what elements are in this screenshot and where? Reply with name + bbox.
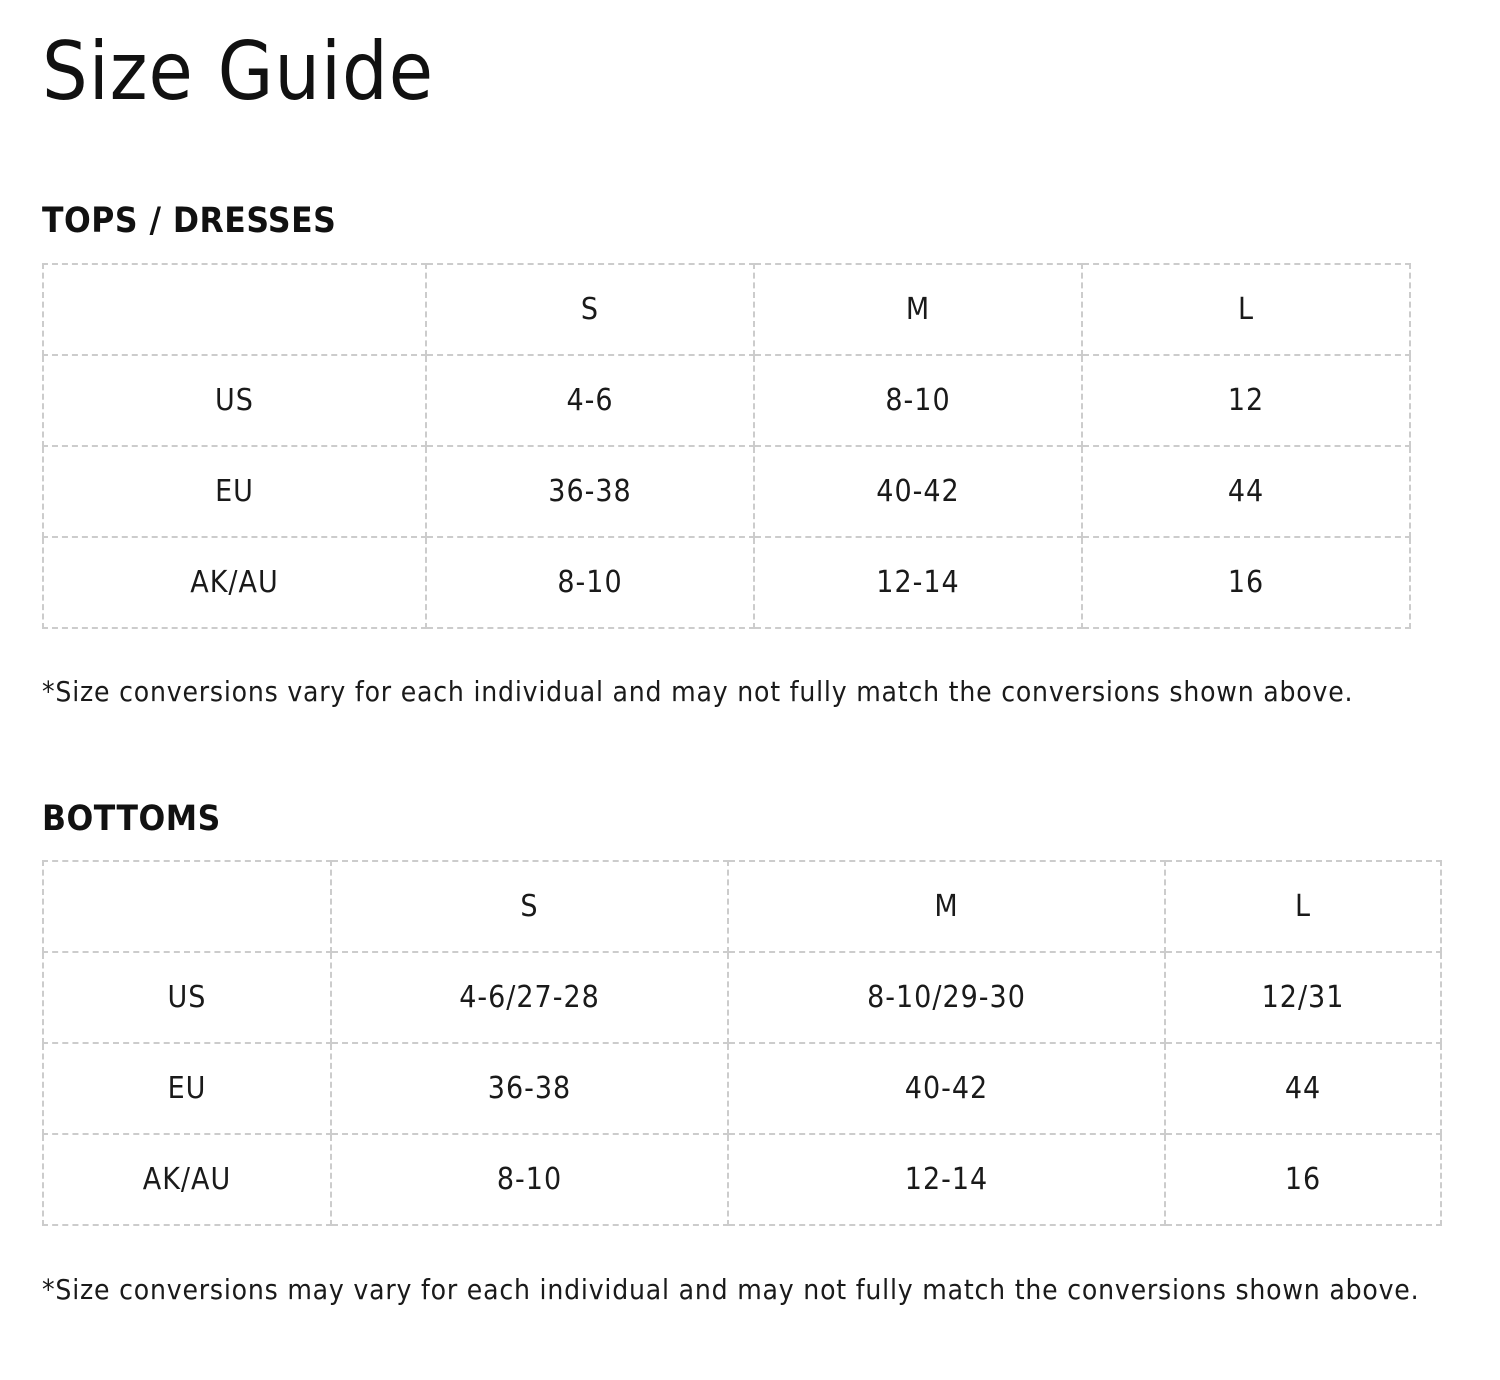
table-row [43,952,1441,1043]
table-header-row [43,861,1441,952]
table-header-cell: L [1165,861,1441,952]
table-row [43,1134,1441,1225]
table-cell: 44 [1082,446,1410,537]
row-label-cell: US [43,952,331,1043]
tops-size-table [42,263,1411,629]
row-label-cell: AK/AU [43,537,426,628]
table-cell: 44 [1165,1043,1441,1134]
table-cell: 8-10 [426,537,754,628]
table-header-cell: M [754,264,1082,355]
table-cell: 40-42 [754,446,1082,537]
table-cell: 12-14 [728,1134,1165,1225]
table-cell: 16 [1082,537,1410,628]
row-label-cell: AK/AU [43,1134,331,1225]
row-label-cell: EU [43,446,426,537]
table-cell: 4-6 [426,355,754,446]
table-row [43,446,1410,537]
bottoms-size-note: *Size conversions may vary for each individual and may not fully match the conversions shown above. [42,1273,1420,1306]
table-header-cell: S [331,861,728,952]
row-label-cell: EU [43,1043,331,1134]
table-cell: 40-42 [728,1043,1165,1134]
table-cell: 8-10 [331,1134,728,1225]
table-header-cell [43,861,331,952]
table-row [43,1043,1441,1134]
tops-size-note: *Size conversions vary for each individual and may not fully match the conversions shown above. [42,675,1354,708]
table-header-cell: S [426,264,754,355]
table-row [43,537,1410,628]
table-cell: 12/31 [1165,952,1441,1043]
table-cell: 8-10/29-30 [728,952,1165,1043]
table-cell: 12-14 [754,537,1082,628]
table-row [43,355,1410,446]
table-header-cell: L [1082,264,1410,355]
page-title: Size Guide [42,25,435,118]
table-cell: 36-38 [331,1043,728,1134]
bottoms-section-title: BOTTOMS [42,799,221,839]
table-cell: 8-10 [754,355,1082,446]
tops-section-title: TOPS / DRESSES [42,201,337,241]
table-cell: 36-38 [426,446,754,537]
table-header-cell [43,264,426,355]
table-cell: 4-6/27-28 [331,952,728,1043]
table-header-row [43,264,1410,355]
table-cell: 12 [1082,355,1410,446]
bottoms-size-table [42,860,1442,1226]
row-label-cell: US [43,355,426,446]
table-cell: 16 [1165,1134,1441,1225]
table-header-cell: M [728,861,1165,952]
